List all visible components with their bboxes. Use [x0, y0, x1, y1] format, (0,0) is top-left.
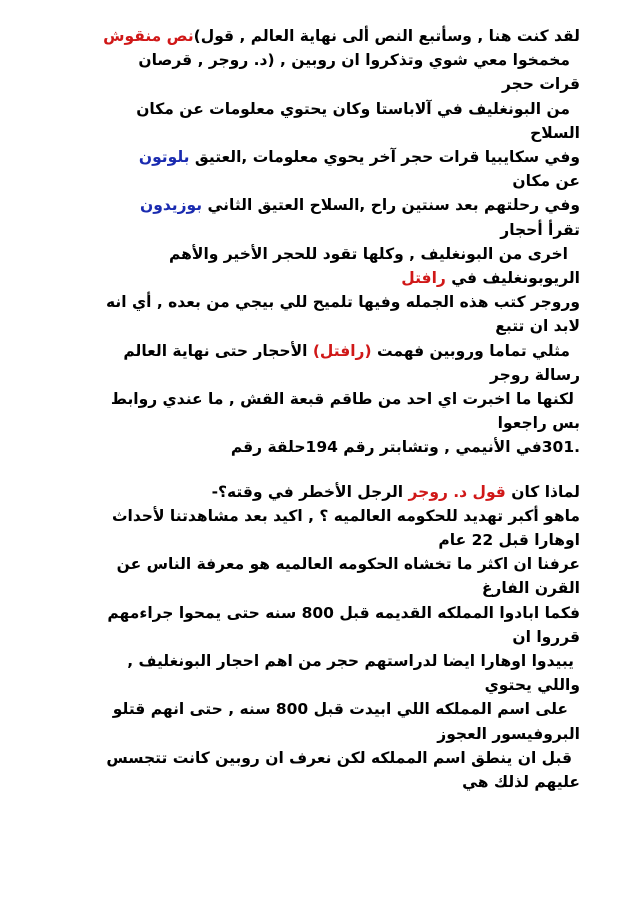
text-line — [60, 169, 580, 193]
text-segment: .301في الأنيمي , وتشابتر رقم 194حلقة رقم — [230, 438, 580, 457]
text-segment: لقد كنت هنا , وسأتبع النص ألى نهاية العالم , قول) — [193, 27, 580, 45]
text-segment: اخرى من البونغليف , وكلها تقود للحجر الأخير والأهم — [169, 244, 568, 263]
text-segment: وفي رحلتهم بعد سنتين راح ,السلاح العتيق الثاني — [207, 196, 580, 215]
text-segment: لماذا كان — [511, 482, 580, 501]
text-segment: تقرأ أحجار — [500, 220, 580, 239]
text-line — [60, 24, 580, 48]
text-line — [60, 552, 580, 576]
text-segment: واللي يحتوي — [484, 676, 580, 695]
text-segment: قرروا ان — [512, 627, 580, 646]
text-line — [60, 625, 580, 649]
text-segment: فكما ابادوا المملكه القديمه قبل 800 سنه حتى يمحوا جراءمهم — [107, 603, 580, 622]
text-line — [60, 576, 580, 600]
text-segment: الأحجار حتى نهاية العالم — [123, 341, 308, 360]
text-line — [60, 121, 580, 145]
text-line — [60, 480, 580, 504]
paragraph-gap — [60, 460, 580, 480]
text-segment: السلاح — [530, 123, 580, 142]
text-segment: بس راجعوا — [497, 414, 580, 433]
text-segment: قبل ان ينطق اسم المملكه لكن نعرف ان روبين كانت تتجسس — [106, 748, 572, 767]
text-line — [60, 242, 580, 266]
text-segment: وروجر كتب هذه الجمله وفيها تلميح للي بيجي من بعده , أي انه — [106, 293, 580, 312]
text-segment: لابد ان تتبع — [495, 317, 580, 336]
text-line — [60, 601, 580, 625]
text-line — [60, 266, 580, 290]
text-segment: على اسم المملكه اللي ابيدت قبل 800 سنه , حتى انهم قتلو — [112, 700, 568, 719]
text-line — [60, 290, 580, 314]
text-segment: وفي سكايبيا قرات حجر آخر يحوي معلومات ,العتيق — [194, 148, 580, 167]
highlight-red: (رافتل) — [312, 341, 372, 360]
text-segment: ماهو أكبر تهديد للحكومه العالميه ؟ , اكيد بعد مشاهدتنا لأحداث — [111, 506, 580, 525]
text-line — [60, 528, 580, 552]
text-segment: عن مكان — [512, 172, 580, 191]
document-page — [60, 24, 580, 794]
text-segment: قرات حجر — [501, 75, 580, 94]
text-line — [60, 697, 580, 721]
highlight-blue: بلوتون — [138, 148, 190, 167]
text-line — [60, 649, 580, 673]
text-segment: الريوبونغليف في — [451, 269, 580, 288]
text-line — [60, 746, 580, 770]
text-line — [60, 770, 580, 794]
text-line — [60, 218, 580, 242]
text-line — [60, 435, 580, 459]
text-line — [60, 145, 580, 169]
text-segment: مثلي تماما وروبين فهمت — [376, 341, 570, 360]
text-segment: اوهارا قبل 22 عام — [438, 531, 580, 550]
text-segment: من البونغليف في آلاباستا وكان يحتوي معلومات عن مكان — [136, 99, 570, 118]
text-line — [60, 411, 580, 435]
text-line — [60, 48, 580, 72]
text-line — [60, 504, 580, 528]
text-segment: عرفنا ان اكثر ما تخشاه الحكومه العالميه هو معرفة الناس عن — [116, 555, 580, 574]
text-segment: رسالة روجر — [490, 365, 580, 384]
text-segment: عليهم لذلك هي — [462, 773, 580, 792]
text-line — [60, 97, 580, 121]
highlight-red: رافتل — [401, 269, 446, 288]
highlight-red: قول د. روجر — [408, 482, 506, 501]
highlight-blue: بوزيدون — [139, 196, 203, 215]
text-segment: الرجل الأخطر في وقته؟- — [211, 482, 404, 501]
text-segment: يبيدوا اوهارا ايضا لدراستهم حجر من اهم احجار البونغليف , — [127, 652, 574, 671]
text-line — [60, 722, 580, 746]
text-line — [60, 314, 580, 338]
text-line — [60, 363, 580, 387]
text-segment: البروفيسور العجوز — [437, 724, 580, 743]
text-line — [60, 673, 580, 697]
text-line — [60, 72, 580, 96]
text-line — [60, 339, 580, 363]
text-segment: مخمخوا معي شوي وتذكروا ان روبين , (د. روجر , قرصان — [138, 51, 570, 70]
highlight-red: نص منقوش — [103, 27, 194, 45]
text-line — [60, 193, 580, 217]
text-line — [60, 387, 580, 411]
text-segment: القرن الفارغ — [481, 579, 580, 598]
text-segment: لكنها ما اخبرت اي احد من طاقم قبعة القش , ما عندي روابط — [110, 390, 574, 409]
